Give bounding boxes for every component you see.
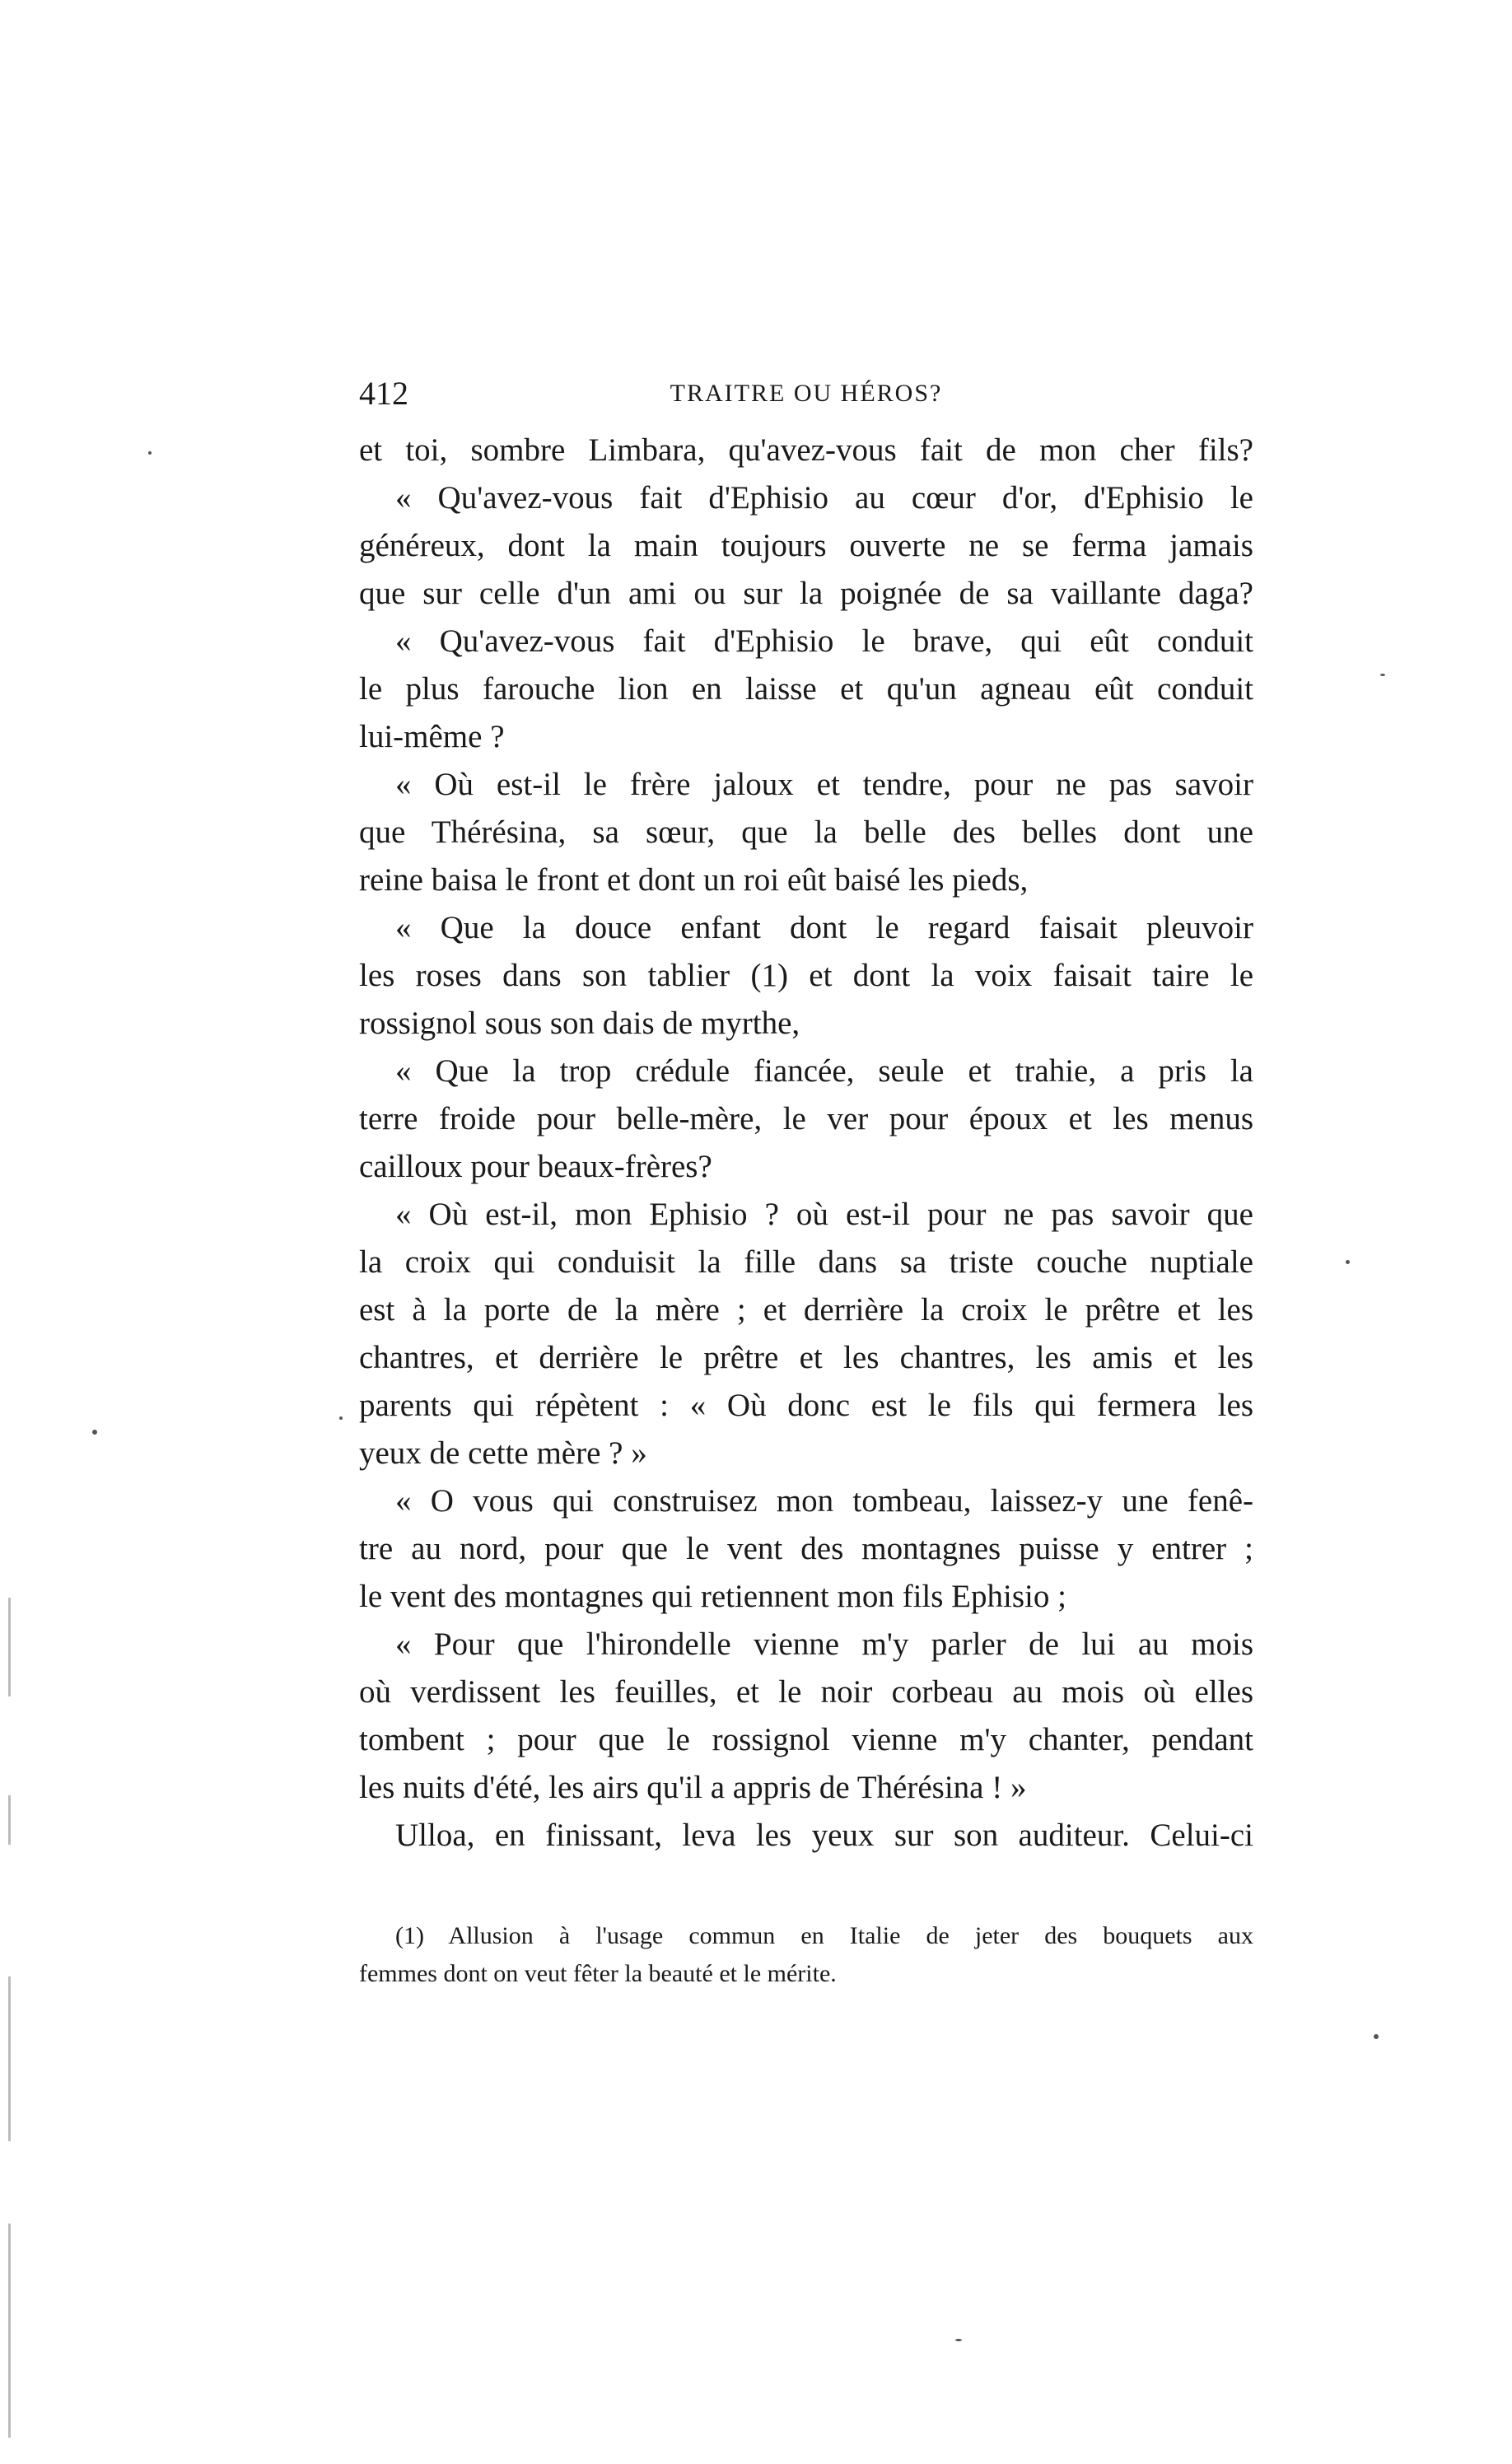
text-line: lui-même ? <box>359 719 505 754</box>
scan-edge-mark <box>8 1598 11 1696</box>
scan-speck <box>1380 674 1385 676</box>
text-line: rossignol sous son dais de myrthe, <box>359 1006 800 1041</box>
scan-speck <box>1374 2034 1379 2039</box>
text-line: où verdissent les feuilles, et le noir corbeau au mois où elles <box>359 1674 1253 1710</box>
scan-edge-mark <box>8 1795 11 1845</box>
text-line: « Où est-il le frère jaloux et tendre, pour ne pas savoir <box>395 767 1253 802</box>
text-line: le vent des montagnes qui retiennent mon fils Ephisio ; <box>359 1579 1066 1614</box>
text-line: tombent ; pour que le rossignol vienne m'y chanter, pendant <box>359 1722 1253 1757</box>
body-text <box>359 427 1253 1860</box>
text-line: parents qui répètent : « Où donc est le fils qui fermera les <box>359 1388 1253 1423</box>
scan-speck <box>1346 1260 1350 1264</box>
scan-speck <box>339 1416 343 1420</box>
text-line: que Thérésina, sa sœur, que la belle des belles dont une <box>359 814 1253 850</box>
text-line: « Qu'avez-vous fait d'Ephisio le brave, qui eût conduit <box>395 623 1253 659</box>
text-line: les roses dans son tablier (1) et dont la voix faisait taire le <box>359 958 1253 993</box>
text-line: et toi, sombre Limbara, qu'avez-vous fait de mon cher fils? <box>359 432 1253 468</box>
text-line: tre au nord, pour que le vent des montagnes puisse y entrer ; <box>359 1531 1253 1566</box>
scan-edge-mark <box>8 2224 11 2438</box>
text-line: les nuits d'été, les airs qu'il a appris de Thérésina ! » <box>359 1770 1027 1805</box>
footnote-line: femmes dont on veut fêter la beauté et le mérite. <box>359 1960 837 1987</box>
scan-speck <box>955 2339 962 2341</box>
running-title: TRAITRE OU HÉROS? <box>670 380 943 407</box>
text-line: le plus farouche lion en laisse et qu'un agneau eût conduit <box>359 671 1253 707</box>
text-line: « O vous qui construisez mon tombeau, laissez-y une fenê- <box>395 1483 1253 1519</box>
running-header <box>359 369 1253 418</box>
text-line: « Qu'avez-vous fait d'Ephisio au cœur d'or, d'Ephisio le <box>395 480 1253 516</box>
footnote-line: (1) Allusion à l'usage commun en Italie de jeter des bouquets aux <box>395 1922 1253 1949</box>
text-line: généreux, dont la main toujours ouverte ne se ferma jamais <box>359 528 1253 563</box>
text-line: est à la porte de la mère ; et derrière la croix le prêtre et les <box>359 1292 1253 1328</box>
text-line: reine baisa le front et dont un roi eût baisé les pieds, <box>359 862 1029 898</box>
text-line: « Où est-il, mon Ephisio ? où est-il pour ne pas savoir que <box>395 1197 1253 1232</box>
footnote <box>359 1917 1253 1993</box>
text-line: Ulloa, en finissant, leva les yeux sur son auditeur. Celui-ci <box>395 1818 1253 1853</box>
scan-edge-mark <box>8 1976 11 2141</box>
text-line: que sur celle d'un ami ou sur la poignée de sa vaillante daga? <box>359 576 1253 611</box>
text-line: la croix qui conduisit la fille dans sa triste couche nuptiale <box>359 1244 1253 1280</box>
text-line: « Pour que l'hirondelle vienne m'y parler de lui au mois <box>395 1626 1253 1662</box>
scan-speck <box>148 451 152 455</box>
text-line: cailloux pour beaux-frères? <box>359 1149 712 1184</box>
scan-speck <box>92 1430 97 1435</box>
text-line: « Que la trop crédule fiancée, seule et trahie, a pris la <box>395 1053 1253 1089</box>
text-line: chantres, et derrière le prêtre et les chantres, les amis et les <box>359 1340 1253 1375</box>
text-line: « Que la douce enfant dont le regard faisait pleuvoir <box>395 910 1253 945</box>
text-line: terre froide pour belle-mère, le ver pour époux et les menus <box>359 1101 1253 1136</box>
text-line: yeux de cette mère ? » <box>359 1435 647 1471</box>
page-number: 412 <box>359 375 408 412</box>
